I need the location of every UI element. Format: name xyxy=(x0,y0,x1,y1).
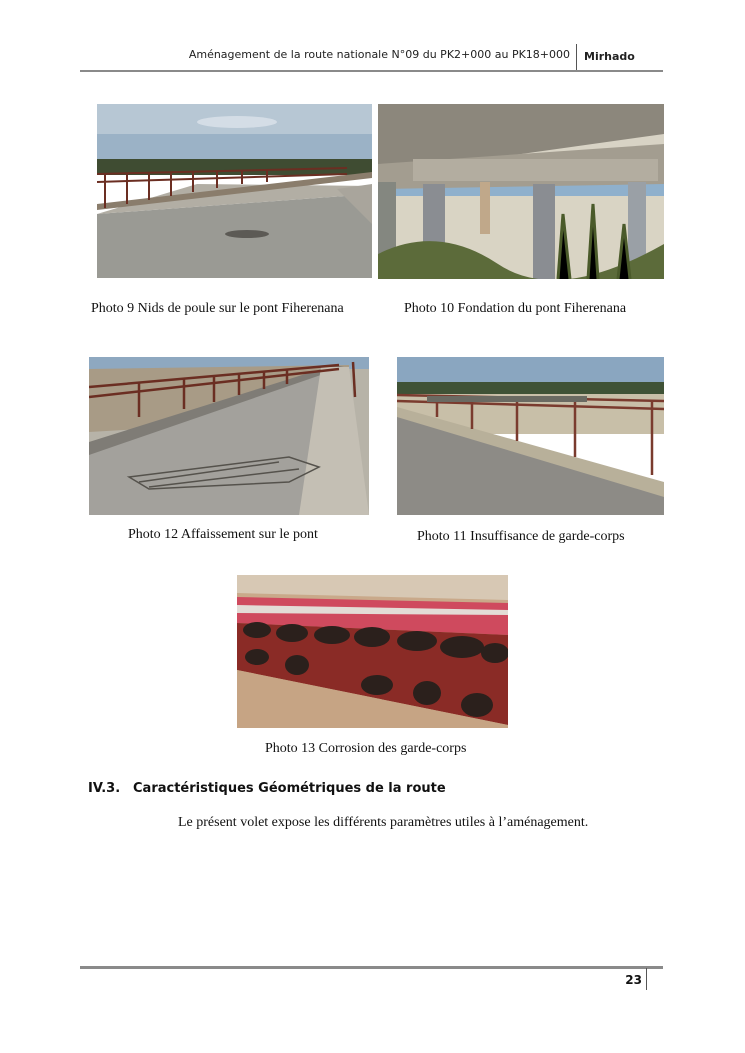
photo-guardrail-insufficiency xyxy=(397,357,664,515)
photo-bridge-foundation xyxy=(378,104,664,279)
section-title: Caractéristiques Géométriques de la route xyxy=(133,781,446,796)
footer-separator xyxy=(646,968,647,990)
caption-photo-13: Photo 13 Corrosion des garde-corps xyxy=(265,741,467,756)
header-rule xyxy=(80,70,663,72)
header-title: Aménagement de la route nationale N°09 du PK2+000 au PK18+000 xyxy=(188,48,570,61)
caption-photo-10: Photo 10 Fondation du pont Fiherenana xyxy=(404,301,627,316)
photo-guardrail-corrosion xyxy=(237,575,508,728)
photo-bridge-subsidence xyxy=(89,357,369,515)
caption-photo-11: Photo 11 Insuffisance de garde-corps xyxy=(417,529,625,544)
header-author: Mirhado xyxy=(584,50,635,63)
header-separator xyxy=(576,44,577,70)
footer-rule xyxy=(80,966,663,969)
photo-potholes-bridge xyxy=(97,104,372,278)
caption-photo-12: Photo 12 Affaissement sur le pont xyxy=(128,527,318,542)
section-number: IV.3. xyxy=(88,781,121,796)
caption-photo-9: Photo 9 Nids de poule sur le pont Fiherenana xyxy=(91,301,344,316)
page-number: 23 xyxy=(625,973,642,987)
section-paragraph: Le présent volet expose les différents paramètres utiles à l’aménagement. xyxy=(178,815,589,830)
